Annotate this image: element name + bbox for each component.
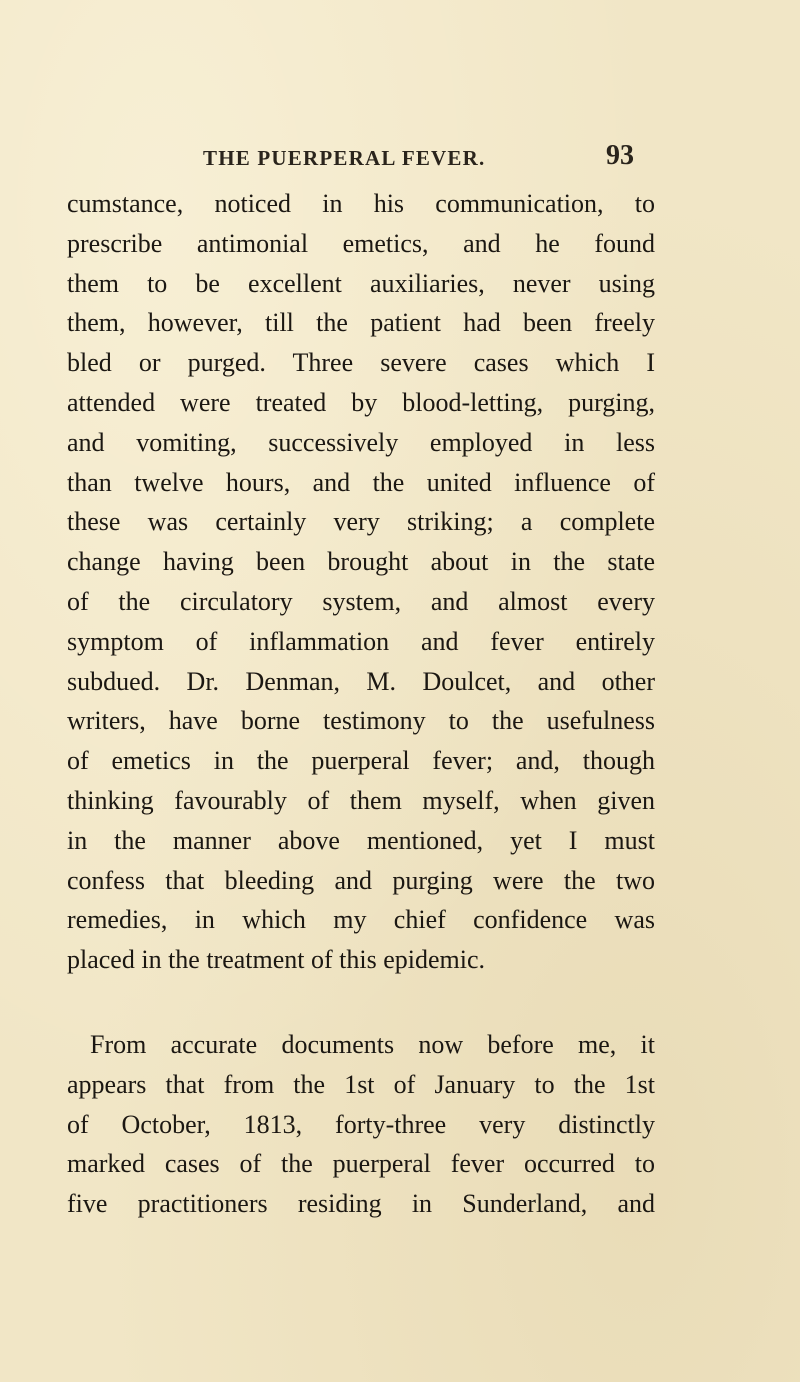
text-line: subdued. Dr. Denman, M. Doulcet, and other bbox=[67, 666, 655, 696]
text-line: appears that from the 1st of January to the 1st bbox=[67, 1069, 655, 1099]
text-line: five practitioners residing in Sunderland, and bbox=[67, 1189, 655, 1219]
text-line: change having been brought about in the state bbox=[67, 547, 655, 577]
text-line: them to be excellent auxiliaries, never using bbox=[67, 268, 655, 298]
text-line: thinking favourably of them myself, when given bbox=[67, 785, 655, 815]
text-line: attended were treated by blood-letting, purging, bbox=[67, 387, 655, 417]
paragraph-spacer bbox=[67, 980, 655, 1025]
running-head bbox=[0, 138, 800, 178]
text-line: symptom of inflammation and fever entirely bbox=[67, 626, 655, 656]
text-line: marked cases of the puerperal fever occurred to bbox=[67, 1149, 655, 1179]
text-line: of the circulatory system, and almost every bbox=[67, 586, 655, 616]
running-title: THE PUERPERAL FEVER. bbox=[203, 146, 486, 170]
text-line: them, however, till the patient had been freely bbox=[67, 308, 655, 338]
page-number: 93 bbox=[606, 140, 634, 171]
text-line: than twelve hours, and the united influence of bbox=[67, 467, 655, 497]
text-line: prescribe antimonial emetics, and he found bbox=[67, 228, 655, 258]
text-line: of emetics in the puerperal fever; and, though bbox=[67, 746, 655, 776]
paragraph-2 bbox=[67, 1025, 655, 1224]
text-line: confess that bleeding and purging were the two bbox=[67, 865, 655, 895]
text-line: and vomiting, successively employed in less bbox=[67, 427, 655, 457]
text-line: placed in the treatment of this epidemic. bbox=[67, 945, 486, 975]
text-line: bled or purged. Three severe cases which I bbox=[67, 348, 655, 378]
text-line: writers, have borne testimony to the usefulness bbox=[67, 706, 655, 736]
text-line: cumstance, noticed in his communication, to bbox=[67, 189, 655, 218]
text-line: remedies, in which my chief confidence was bbox=[67, 905, 655, 935]
text-line: From accurate documents now before me, it bbox=[90, 1029, 655, 1059]
body-text bbox=[67, 184, 655, 1224]
text-line: these was certainly very striking; a complete bbox=[67, 507, 655, 537]
text-line: of October, 1813, forty-three very distinctly bbox=[67, 1109, 655, 1139]
paragraph-1 bbox=[67, 184, 655, 980]
text-line: in the manner above mentioned, yet I must bbox=[67, 825, 655, 855]
